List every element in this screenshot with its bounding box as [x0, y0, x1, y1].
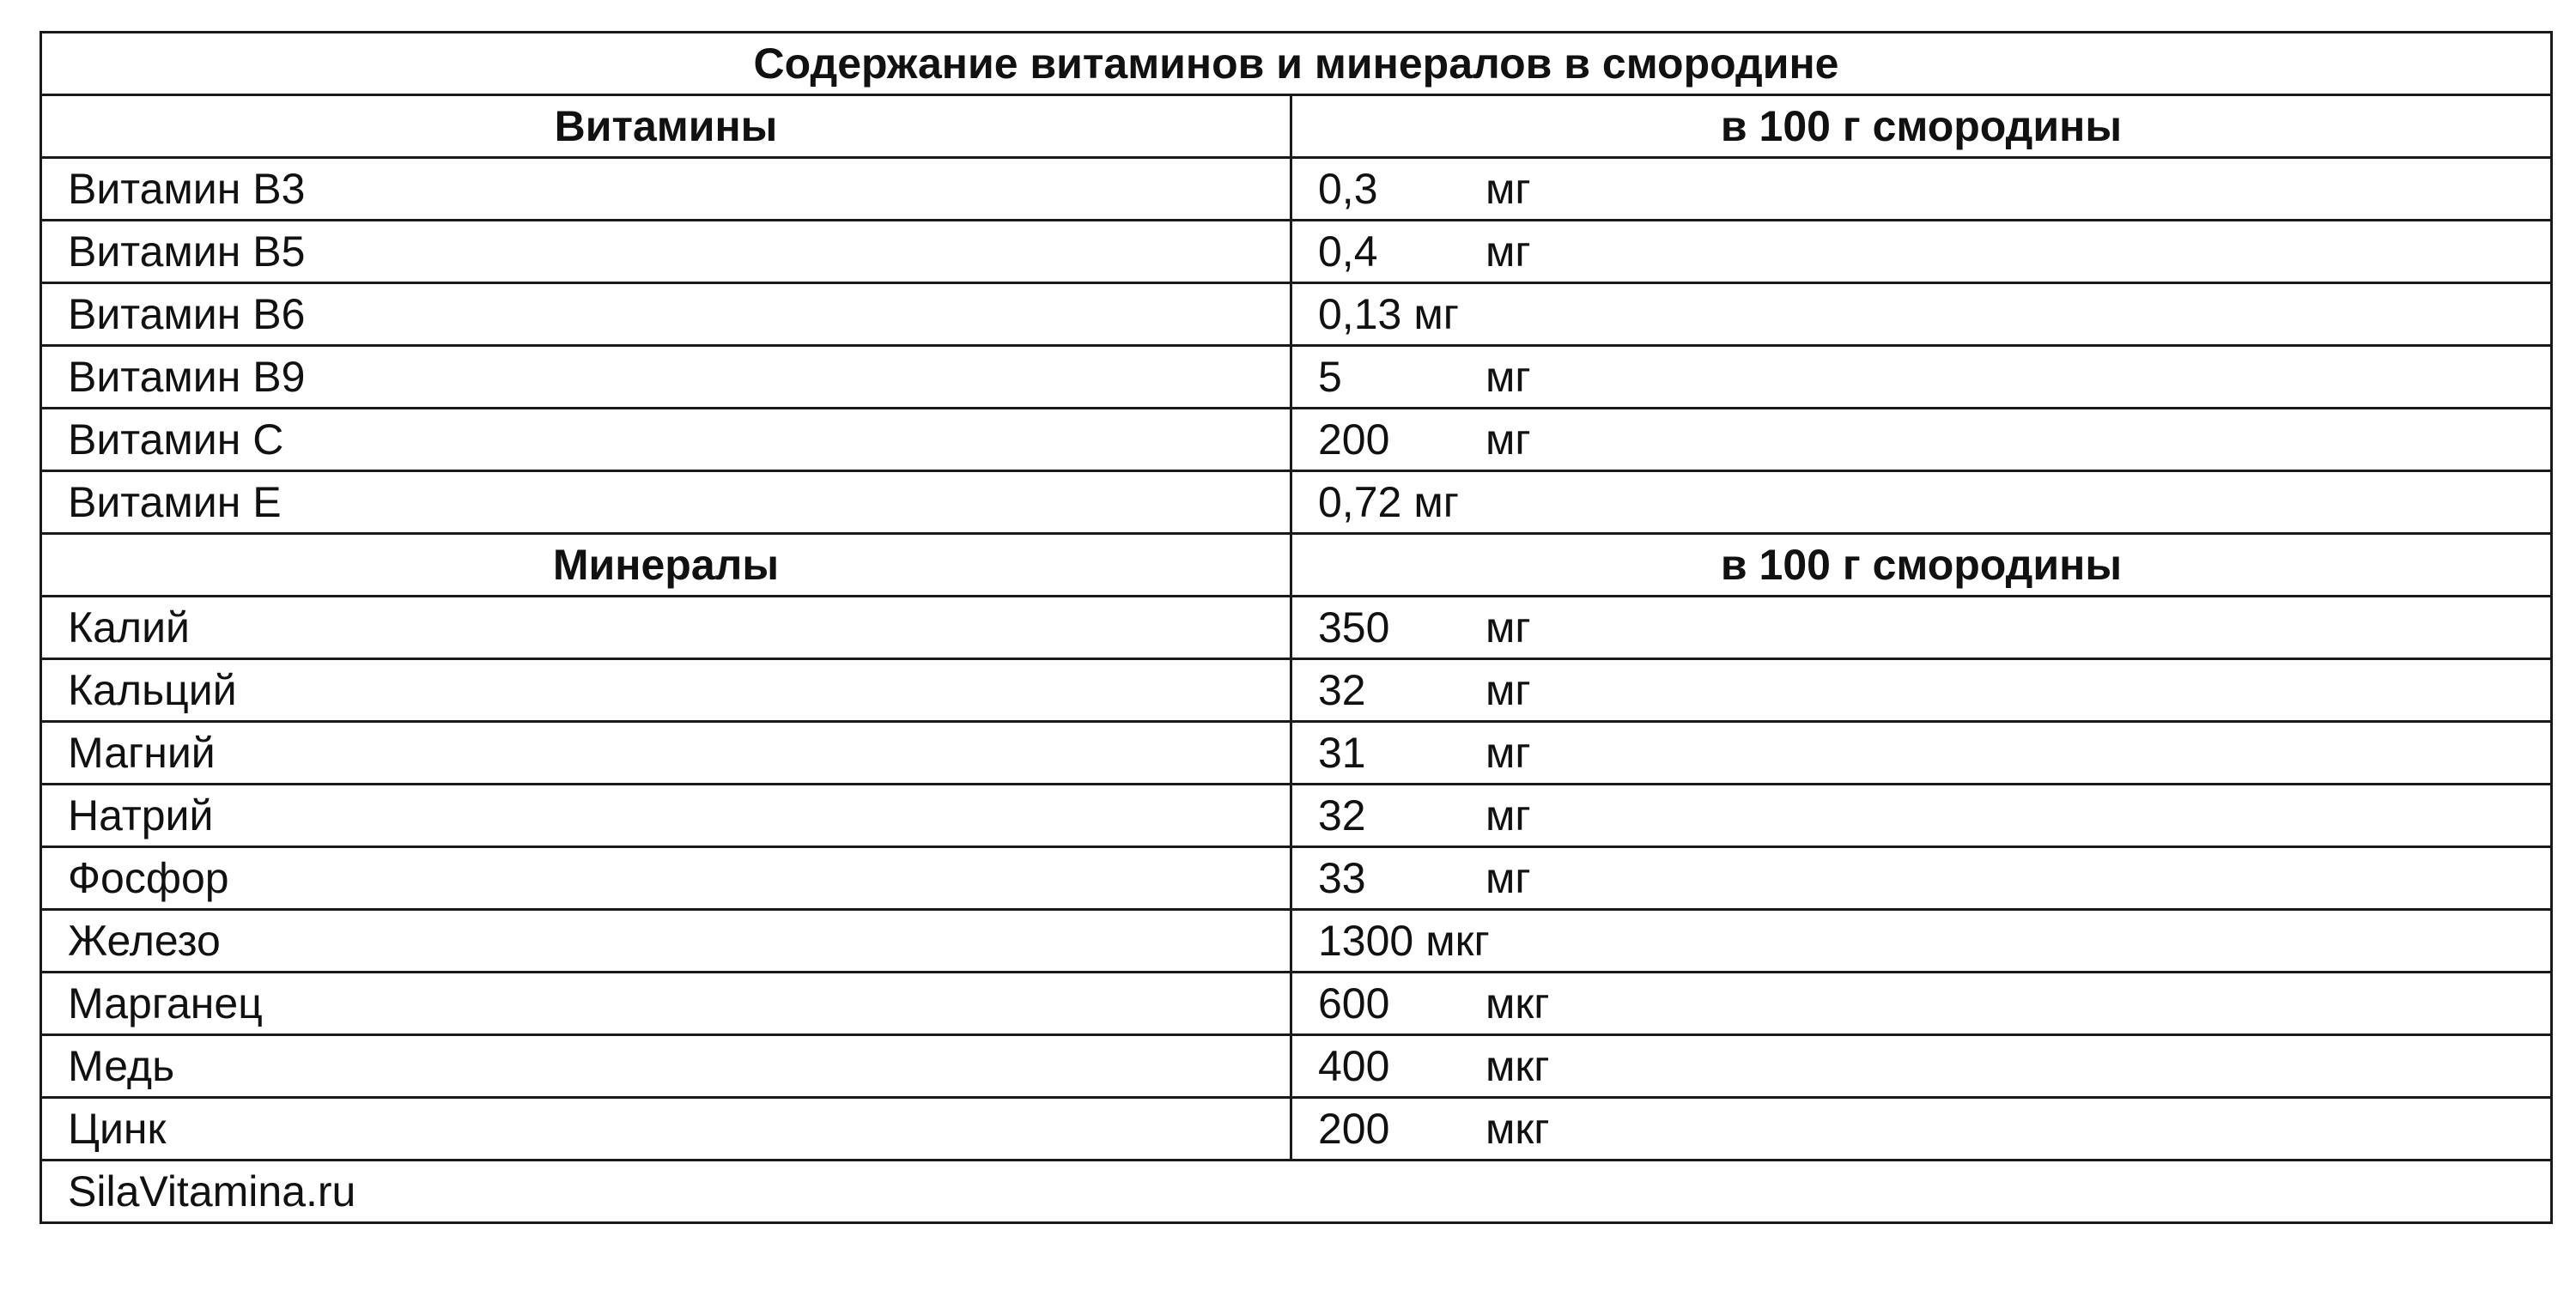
nutrient-unit: мг — [1485, 666, 1531, 714]
title-row — [41, 33, 2552, 95]
nutrient-name: Натрий — [41, 785, 1291, 847]
nutrient-amount: 400 — [1318, 1042, 1390, 1090]
nutrient-unit: мг — [1485, 603, 1531, 652]
nutrient-name: Марганец — [41, 973, 1291, 1035]
vitamins-header: Витамины — [41, 95, 1291, 158]
nutrient-unit: мг — [1485, 165, 1531, 213]
table-row — [41, 973, 2552, 1035]
nutrient-name: Витамин Е — [41, 471, 1291, 534]
nutrient-amount: 31 — [1318, 729, 1366, 777]
nutrient-amount-cell — [1291, 785, 2552, 847]
table-row — [41, 1098, 2552, 1161]
nutrient-name: Магний — [41, 722, 1291, 785]
nutrient-amount-cell — [1291, 1035, 2552, 1098]
nutrient-amount: 200 — [1318, 415, 1390, 464]
nutrient-unit: мг — [1485, 415, 1531, 464]
nutrient-unit: мкг — [1485, 1042, 1550, 1090]
minerals-header: Минералы — [41, 534, 1291, 597]
table-row — [41, 847, 2552, 910]
nutrient-name: Цинк — [41, 1098, 1291, 1161]
nutrient-amount-cell — [1291, 910, 2552, 973]
nutrient-amount: 0,72 — [1318, 478, 1402, 526]
table-row — [41, 158, 2552, 221]
nutrient-amount-cell — [1291, 722, 2552, 785]
table-row — [41, 283, 2552, 346]
nutrient-amount: 0,13 — [1318, 290, 1402, 338]
footer-row — [41, 1161, 2552, 1223]
table-row — [41, 1035, 2552, 1098]
nutrient-name: Витамин В6 — [41, 283, 1291, 346]
nutrient-amount-cell — [1291, 597, 2552, 659]
nutrient-name: Медь — [41, 1035, 1291, 1098]
nutrient-table — [39, 31, 2553, 1224]
nutrient-amount-cell — [1291, 158, 2552, 221]
table-row — [41, 722, 2552, 785]
nutrient-amount-cell — [1291, 847, 2552, 910]
nutrient-amount: 5 — [1318, 353, 1342, 401]
vitamins-value-header: в 100 г смородины — [1291, 95, 2552, 158]
nutrient-amount-cell — [1291, 346, 2552, 409]
nutrient-unit: мг — [1485, 227, 1531, 276]
nutrient-unit: мг — [1485, 791, 1531, 839]
nutrient-name: Витамин В9 — [41, 346, 1291, 409]
nutrient-amount: 0,4 — [1318, 227, 1378, 276]
nutrient-name: Кальций — [41, 659, 1291, 722]
nutrient-amount: 32 — [1318, 666, 1366, 714]
minerals-value-header: в 100 г смородины — [1291, 534, 2552, 597]
nutrient-unit: мг — [1413, 478, 1459, 526]
nutrient-amount: 32 — [1318, 791, 1366, 839]
nutrient-amount-cell — [1291, 221, 2552, 283]
nutrient-amount-cell — [1291, 973, 2552, 1035]
nutrient-unit: мкг — [1485, 979, 1550, 1027]
nutrient-name: Витамин В5 — [41, 221, 1291, 283]
nutrient-unit: мг — [1485, 854, 1531, 902]
nutrient-name: Железо — [41, 910, 1291, 973]
nutrient-sheet — [39, 31, 2550, 1224]
nutrient-name: Калий — [41, 597, 1291, 659]
table-row — [41, 409, 2552, 471]
table-row — [41, 346, 2552, 409]
source-footer: SilaVitamina.ru — [41, 1161, 2552, 1223]
nutrient-unit: мг — [1413, 290, 1459, 338]
nutrient-amount-cell — [1291, 409, 2552, 471]
nutrient-amount: 1300 — [1318, 917, 1414, 965]
vitamins-header-row — [41, 95, 2552, 158]
nutrient-amount: 600 — [1318, 979, 1390, 1027]
table-row — [41, 910, 2552, 973]
nutrient-name: Фосфор — [41, 847, 1291, 910]
nutrient-name: Витамин В3 — [41, 158, 1291, 221]
table-row — [41, 659, 2552, 722]
table-body — [41, 33, 2552, 1223]
nutrient-amount-cell — [1291, 471, 2552, 534]
nutrient-unit: мг — [1485, 353, 1531, 401]
nutrient-unit: мкг — [1425, 917, 1490, 965]
table-title: Содержание витаминов и минералов в смородине — [41, 33, 2552, 95]
nutrient-amount-cell — [1291, 1098, 2552, 1161]
nutrient-amount: 0,3 — [1318, 165, 1378, 213]
nutrient-unit: мг — [1485, 729, 1531, 777]
table-row — [41, 785, 2552, 847]
nutrient-amount-cell — [1291, 659, 2552, 722]
nutrient-amount: 33 — [1318, 854, 1366, 902]
table-row — [41, 597, 2552, 659]
table-row — [41, 471, 2552, 534]
table-row — [41, 221, 2552, 283]
nutrient-amount: 200 — [1318, 1105, 1390, 1153]
nutrient-amount: 350 — [1318, 603, 1390, 652]
nutrient-name: Витамин С — [41, 409, 1291, 471]
minerals-header-row — [41, 534, 2552, 597]
nutrient-amount-cell — [1291, 283, 2552, 346]
nutrient-unit: мкг — [1485, 1105, 1550, 1153]
